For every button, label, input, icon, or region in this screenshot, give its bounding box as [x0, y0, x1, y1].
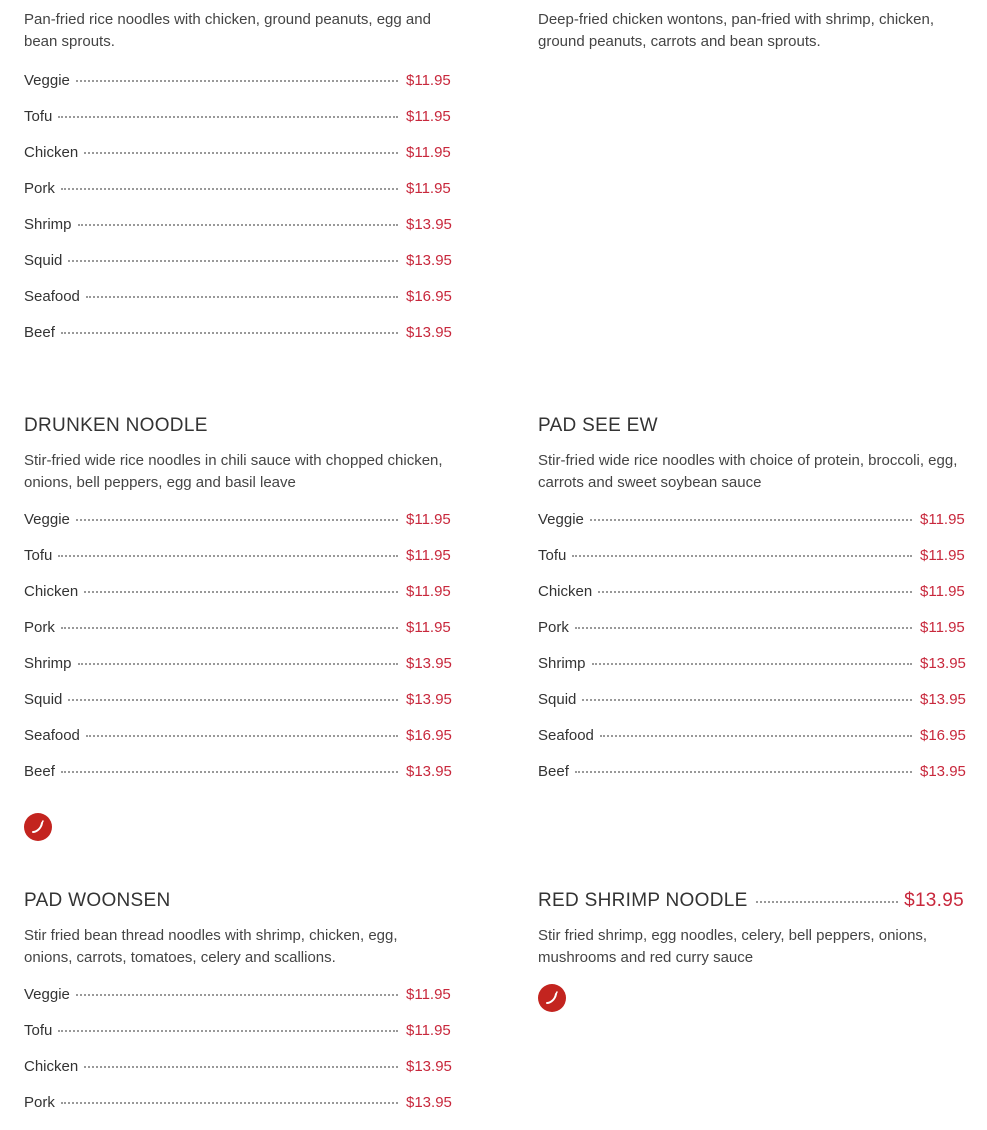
chili-pepper-icon — [24, 813, 52, 841]
option-row[interactable] — [24, 986, 450, 1022]
leader-dots — [572, 555, 912, 557]
option-row[interactable] — [24, 619, 450, 655]
leader-dots — [61, 1102, 398, 1104]
option-row[interactable] — [538, 727, 964, 763]
option-price: $13.95 — [406, 655, 452, 672]
option-price: $11.95 — [406, 144, 451, 161]
item-description: Pan-fried rice noodles with chicken, ground peanuts, egg and bean sprouts. — [24, 11, 431, 50]
option-row[interactable] — [24, 144, 450, 180]
option-row[interactable] — [24, 511, 450, 547]
leader-dots — [61, 188, 398, 190]
leader-dots — [575, 627, 912, 629]
leader-dots — [68, 260, 398, 262]
menu-item-wonton-noodle — [538, 9, 964, 53]
item-description: Deep-fried chicken wontons, pan-fried with shrimp, chicken, ground peanuts, carrots and bean sprouts. — [538, 11, 935, 50]
option-list — [24, 511, 450, 799]
option-name: Tofu — [24, 547, 53, 564]
option-row[interactable] — [24, 763, 450, 799]
leader-dots — [78, 224, 398, 226]
option-row[interactable] — [24, 1094, 450, 1130]
option-list — [24, 986, 450, 1130]
leader-dots — [58, 116, 398, 118]
option-price: $11.95 — [406, 108, 451, 125]
leader-dots — [575, 771, 912, 773]
option-name: Pork — [24, 180, 55, 197]
option-row[interactable] — [538, 511, 964, 547]
option-price: $16.95 — [920, 727, 966, 744]
menu-item-pad-thai — [24, 9, 450, 360]
option-name: Veggie — [24, 986, 70, 1003]
option-price: $11.95 — [406, 72, 451, 89]
option-price: $11.95 — [920, 619, 965, 636]
option-row[interactable] — [24, 72, 450, 108]
option-price: $11.95 — [920, 511, 965, 528]
leader-dots — [76, 994, 398, 996]
option-price: $13.95 — [406, 1094, 452, 1111]
option-name: Pork — [538, 619, 569, 636]
item-description: Stir fried shrimp, egg noodles, celery, bell peppers, onions, mushrooms and red curry sauce — [538, 927, 928, 966]
option-name: Shrimp — [24, 655, 72, 672]
option-price: $16.95 — [406, 288, 452, 305]
item-price: $13.95 — [904, 890, 964, 911]
option-price: $11.95 — [406, 583, 451, 600]
option-row[interactable] — [24, 108, 450, 144]
item-description: Stir fried bean thread noodles with shrimp, chicken, egg, onions, carrots, tomatoes, celery and scallions. — [24, 927, 398, 966]
item-title — [538, 889, 964, 913]
option-row[interactable] — [24, 1022, 450, 1058]
leader-dots — [58, 555, 398, 557]
option-row[interactable] — [24, 324, 450, 360]
option-list — [24, 72, 450, 360]
option-price: $11.95 — [406, 180, 451, 197]
option-name: Squid — [24, 252, 63, 269]
option-row[interactable] — [538, 619, 964, 655]
leader-dots — [84, 591, 398, 593]
option-price: $11.95 — [406, 986, 451, 1003]
leader-dots — [76, 519, 398, 521]
option-price: $13.95 — [406, 763, 452, 780]
option-name: Chicken — [24, 144, 79, 161]
option-row[interactable] — [538, 655, 964, 691]
chili-pepper-icon — [538, 984, 566, 1012]
option-name: Beef — [24, 324, 55, 341]
option-name: Veggie — [24, 72, 70, 89]
item-title-text: PAD WOONSEN — [24, 890, 171, 911]
option-price: $13.95 — [920, 691, 966, 708]
option-row[interactable] — [24, 727, 450, 763]
menu-item-pad-woonsen — [24, 889, 450, 1130]
option-row[interactable] — [24, 691, 450, 727]
option-name: Veggie — [538, 511, 584, 528]
leader-dots — [61, 627, 398, 629]
option-price: $13.95 — [406, 1058, 452, 1075]
option-row[interactable] — [24, 583, 450, 619]
option-row[interactable] — [538, 583, 964, 619]
leader-dots — [61, 771, 398, 773]
option-name: Pork — [24, 619, 55, 636]
leader-dots — [86, 296, 398, 298]
leader-dots — [84, 152, 398, 154]
option-price: $13.95 — [406, 216, 452, 233]
option-name: Veggie — [24, 511, 70, 528]
leader-dots — [592, 663, 912, 665]
option-price: $13.95 — [920, 763, 966, 780]
option-price: $11.95 — [920, 547, 965, 564]
item-title — [24, 889, 450, 913]
leader-dots — [86, 735, 398, 737]
option-price: $13.95 — [406, 691, 452, 708]
option-price: $11.95 — [920, 583, 965, 600]
option-price: $11.95 — [406, 1022, 451, 1039]
option-name: Beef — [538, 763, 569, 780]
option-name: Pork — [24, 1094, 55, 1111]
option-name: Squid — [24, 691, 63, 708]
menu-item-pad-see-ew — [538, 414, 964, 799]
option-price: $13.95 — [406, 252, 452, 269]
option-row[interactable] — [24, 216, 450, 252]
item-title-text: RED SHRIMP NOODLE — [538, 890, 748, 911]
item-title-text: DRUNKEN NOODLE — [24, 415, 208, 436]
option-name: Shrimp — [538, 655, 586, 672]
option-name: Tofu — [24, 1022, 53, 1039]
leader-dots — [756, 901, 899, 903]
option-row[interactable] — [538, 691, 964, 727]
leader-dots — [76, 80, 398, 82]
leader-dots — [84, 1066, 398, 1068]
option-name: Chicken — [538, 583, 593, 600]
item-title — [24, 414, 450, 438]
leader-dots — [590, 519, 912, 521]
option-price: $11.95 — [406, 547, 451, 564]
leader-dots — [61, 332, 398, 334]
menu-item-red-shrimp-noodle — [538, 889, 964, 1012]
option-row[interactable] — [24, 180, 450, 216]
option-price: $16.95 — [406, 727, 452, 744]
option-row[interactable] — [24, 288, 450, 324]
option-row[interactable] — [24, 547, 450, 583]
option-name: Seafood — [24, 727, 80, 744]
leader-dots — [598, 591, 912, 593]
item-title — [538, 414, 964, 438]
item-description: Stir-fried wide rice noodles in chili sauce with chopped chicken, onions, bell peppers, egg and basil leave — [24, 452, 443, 491]
option-name: Shrimp — [24, 216, 72, 233]
option-row[interactable] — [538, 763, 964, 799]
option-name: Tofu — [538, 547, 567, 564]
leader-dots — [78, 663, 398, 665]
item-title-text: PAD SEE EW — [538, 415, 658, 436]
menu-item-drunken-noodle — [24, 414, 450, 841]
option-row[interactable] — [24, 252, 450, 288]
option-name: Chicken — [24, 1058, 79, 1075]
leader-dots — [58, 1030, 398, 1032]
option-row[interactable] — [24, 1058, 450, 1094]
option-name: Tofu — [24, 108, 53, 125]
option-price: $13.95 — [406, 324, 452, 341]
option-name: Beef — [24, 763, 55, 780]
leader-dots — [582, 699, 912, 701]
item-description: Stir-fried wide rice noodles with choice of protein, broccoli, egg, carrots and sweet soybean sauce — [538, 452, 958, 491]
option-name: Chicken — [24, 583, 79, 600]
option-list — [538, 511, 964, 799]
leader-dots — [68, 699, 398, 701]
option-price: $11.95 — [406, 619, 451, 636]
option-name: Squid — [538, 691, 577, 708]
option-name: Seafood — [538, 727, 594, 744]
leader-dots — [600, 735, 912, 737]
option-price: $13.95 — [920, 655, 966, 672]
option-name: Seafood — [24, 288, 80, 305]
option-row[interactable] — [24, 655, 450, 691]
option-price: $11.95 — [406, 511, 451, 528]
option-row[interactable] — [538, 547, 964, 583]
